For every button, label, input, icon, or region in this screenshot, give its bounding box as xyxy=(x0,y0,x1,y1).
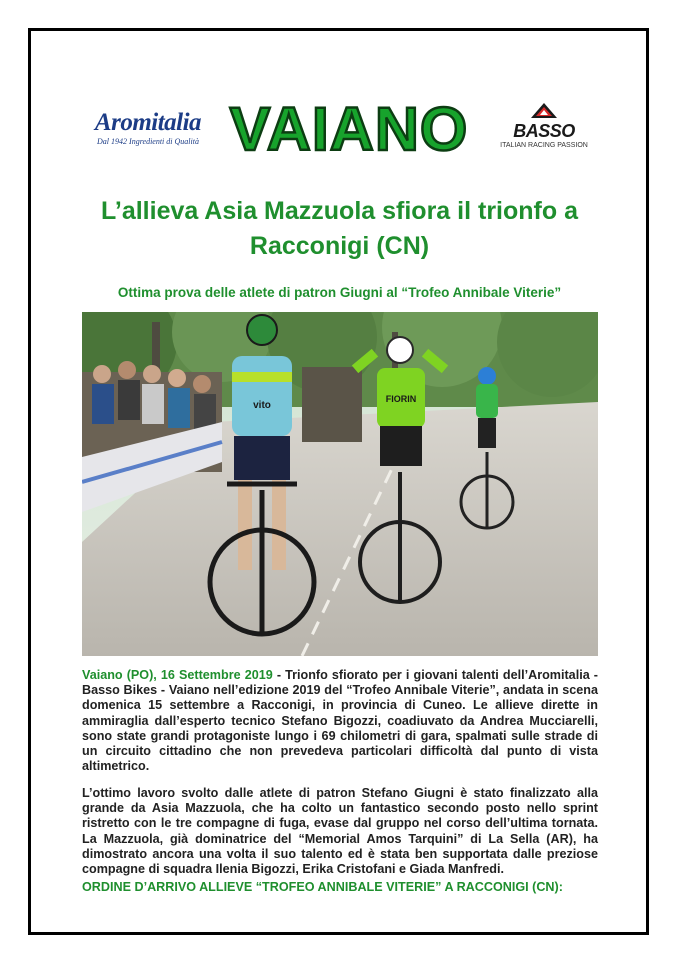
article-dateline: Vaiano (PO), 16 Settembre 2019 xyxy=(82,668,273,682)
basso-logo xyxy=(490,100,598,149)
basso-tagline: ITALIAN RACING PASSION xyxy=(500,142,588,149)
sponsor-logos xyxy=(78,96,598,166)
jersey-text-fiorin: FIORIN xyxy=(385,394,417,404)
arrival-order-heading: ORDINE D’ARRIVO ALLIEVE “TROFEO ANNIBALE VITERIE” A RACCONIGI (CN): xyxy=(82,880,563,894)
basso-name: BASSO xyxy=(513,121,575,141)
vaiano-logo: VAIANO xyxy=(229,95,469,163)
aromitalia-logo xyxy=(78,110,218,146)
aromitalia-name: Aromitalia xyxy=(94,109,202,136)
aromitalia-tagline: Dal 1942 Ingredienti di Qualità xyxy=(97,137,199,146)
basso-emblem-icon xyxy=(527,100,561,122)
article-paragraph-1-text: - Trionfo sfiorato per i giovani talenti dell’Aromitalia - Basso Bikes - Vaiano nell’edizione 2019 del “Trofeo Annibale Viterie”, andata in scena domenica 15 settembre a Racconigi, in provincia di Cuneo. Le allieve dirette in ammiraglia dall’esperto tecnico Stefano Bigozzi, coadiuvato da Andrea Mucciarelli, sono state grandi protagoniste lungo i 69 chilometri di gara, spalmati sulle strade di un circuito cittadino che non prevedeva particolari difficoltà dal punto di vista altimetrico. xyxy=(82,668,598,774)
article-paragraph-2: L’ottimo lavoro svolto dalle atlete di patron Stefano Giugni è stato finalizzato alla grande da Asia Mazzuola, che ha colto un fantastico secondo posto nello sprint ristretto con le tre compagne di fuga, evase dal gruppo nel corso dell’ultima tornata. La Mazzuola, già dominatrice del “Memorial Amos Tarquini” di La Sella (AR), ha dimostrato ancora una volta il suo talento ed è stata ben supportata dalle preziose compagne di squadra Ilenia Bigozzi, Erika Cristofani e Giada Manfredi. xyxy=(82,786,598,877)
article-paragraph-1 xyxy=(82,668,598,774)
page-subtitle: Ottima prova delle atlete di patron Giugni al “Trofeo Annibale Viterie” xyxy=(117,285,562,300)
page-title: L’allieva Asia Mazzuola sfiora il trionfo a Racconigi (CN) xyxy=(101,197,578,260)
jersey-text-vito: vito xyxy=(253,400,271,411)
race-photo xyxy=(82,312,598,656)
